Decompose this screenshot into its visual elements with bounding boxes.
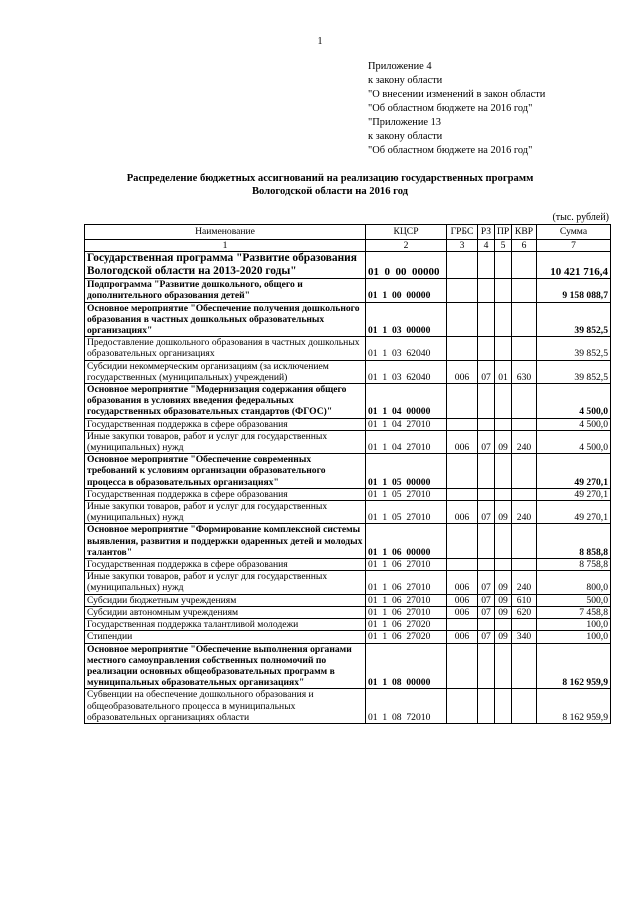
row-kvr (512, 384, 537, 419)
table-row (85, 631, 611, 643)
table-row (85, 430, 611, 453)
row-sum: 49 270,1 (537, 501, 611, 524)
table-body (85, 252, 611, 724)
table-row (85, 360, 611, 383)
row-name: Основное мероприятие "Обеспечение выполнения органами местного самоуправления собственных полномочий по реализации основных общеобразовательных программ в муниципальных образовательных организациях" (85, 643, 366, 689)
row-kcsr: 01 1 06 27010 (366, 606, 447, 618)
row-kvr: 610 (512, 594, 537, 606)
row-rz: 07 (478, 594, 495, 606)
row-sum: 39 852,5 (537, 302, 611, 337)
row-grbs (447, 488, 478, 500)
column-number: 2 (366, 240, 447, 252)
row-sum: 10 421 716,4 (537, 252, 611, 279)
table-row (85, 559, 611, 571)
row-pr: 09 (495, 501, 512, 524)
row-kcsr: 01 1 06 27020 (366, 631, 447, 643)
row-rz (478, 337, 495, 360)
header-kcsr: КЦСР (366, 225, 447, 240)
row-kcsr: 01 1 04 27010 (366, 418, 447, 430)
page-number: 1 (317, 36, 323, 47)
row-name: Государственная поддержка талантливой молодежи (85, 619, 366, 631)
header-name: Наименование (85, 225, 366, 240)
row-pr: 09 (495, 571, 512, 594)
row-rz (478, 488, 495, 500)
column-number-row (85, 240, 611, 252)
header-pr: ПР (495, 225, 512, 240)
row-grbs (447, 559, 478, 571)
row-pr (495, 302, 512, 337)
table-row (85, 619, 611, 631)
row-kcsr: 01 1 06 27010 (366, 559, 447, 571)
row-sum: 49 270,1 (537, 454, 611, 489)
column-number: 6 (512, 240, 537, 252)
row-grbs (447, 302, 478, 337)
title-line-2: Вологодской области на 2016 год (251, 186, 409, 197)
document-title (60, 172, 600, 198)
row-kcsr: 01 1 03 62040 (366, 360, 447, 383)
row-kcsr: 01 1 06 27010 (366, 594, 447, 606)
row-name: Стипендии (85, 631, 366, 643)
units-label: (тыс. рублей) (552, 212, 609, 223)
row-rz: 07 (478, 360, 495, 383)
row-pr (495, 559, 512, 571)
row-name: Субсидии бюджетным учреждениям (85, 594, 366, 606)
column-number: 3 (447, 240, 478, 252)
row-kvr (512, 279, 537, 302)
row-name: Иные закупки товаров, работ и услуг для государственных (муниципальных) нужд (85, 430, 366, 453)
row-pr (495, 524, 512, 559)
appendix-line: к закону области (368, 131, 443, 142)
row-sum: 8 858,8 (537, 524, 611, 559)
row-sum: 100,0 (537, 631, 611, 643)
row-kvr (512, 643, 537, 689)
row-pr (495, 619, 512, 631)
table-row (85, 643, 611, 689)
row-grbs: 006 (447, 501, 478, 524)
row-pr: 09 (495, 594, 512, 606)
row-rz: 07 (478, 501, 495, 524)
row-kcsr: 01 1 05 27010 (366, 501, 447, 524)
row-name: Государственная поддержка в сфере образования (85, 488, 366, 500)
row-kvr (512, 619, 537, 631)
row-name: Государственная поддержка в сфере образования (85, 418, 366, 430)
row-name: Основное мероприятие "Формирование комплексной системы выявления, развития и поддержки одаренных детей и молодых талантов" (85, 524, 366, 559)
row-sum: 800,0 (537, 571, 611, 594)
row-rz (478, 384, 495, 419)
row-kvr (512, 689, 537, 724)
row-rz (478, 454, 495, 489)
row-sum: 39 852,5 (537, 337, 611, 360)
row-sum: 39 852,5 (537, 360, 611, 383)
row-kcsr: 01 1 05 27010 (366, 488, 447, 500)
header-grbs: ГРБС (447, 225, 478, 240)
row-kcsr: 01 1 06 00000 (366, 524, 447, 559)
row-kcsr: 01 1 06 27010 (366, 571, 447, 594)
row-name: Субсидии некоммерческим организациям (за исключением государственных (муниципальных) учреждений) (85, 360, 366, 383)
row-grbs (447, 337, 478, 360)
row-kcsr: 01 1 03 62040 (366, 337, 447, 360)
appendix-line: к закону области (368, 75, 443, 86)
row-kcsr: 01 1 00 00000 (366, 279, 447, 302)
row-pr (495, 418, 512, 430)
row-name: Основное мероприятие "Модернизация содержания общего образования в условиях введения федеральных государственных образовательных стандартов (ФГОС)" (85, 384, 366, 419)
row-kvr (512, 524, 537, 559)
row-pr: 09 (495, 631, 512, 643)
row-sum: 4 500,0 (537, 418, 611, 430)
row-sum: 8 162 959,9 (537, 689, 611, 724)
row-sum: 500,0 (537, 594, 611, 606)
table-row (85, 488, 611, 500)
table-row (85, 418, 611, 430)
appendix-line: Приложение 4 (368, 61, 432, 72)
row-rz (478, 418, 495, 430)
row-rz (478, 302, 495, 337)
row-sum: 8 162 959,9 (537, 643, 611, 689)
appendix-line: "О внесении изменений в закон области (368, 89, 546, 100)
row-kcsr: 01 1 03 00000 (366, 302, 447, 337)
row-kcsr: 01 0 00 00000 (366, 252, 447, 279)
row-kvr (512, 418, 537, 430)
row-grbs (447, 279, 478, 302)
row-grbs (447, 252, 478, 279)
row-rz: 07 (478, 430, 495, 453)
row-grbs: 006 (447, 631, 478, 643)
table-row (85, 384, 611, 419)
column-number: 1 (85, 240, 366, 252)
row-kvr (512, 454, 537, 489)
row-grbs (447, 384, 478, 419)
header-rz: РЗ (478, 225, 495, 240)
row-kvr: 240 (512, 571, 537, 594)
header-row (85, 225, 611, 240)
row-rz (478, 279, 495, 302)
table-row (85, 594, 611, 606)
row-pr (495, 488, 512, 500)
row-grbs (447, 619, 478, 631)
row-rz (478, 689, 495, 724)
row-name: Основное мероприятие "Обеспечение современных требований к условиям организации образовательного процесса в образовательных организациях" (85, 454, 366, 489)
row-grbs: 006 (447, 571, 478, 594)
row-name: Государственная программа "Развитие образования Вологодской области на 2013-2020 годы" (85, 252, 366, 279)
row-pr (495, 337, 512, 360)
row-pr (495, 689, 512, 724)
row-grbs (447, 643, 478, 689)
row-sum: 49 270,1 (537, 488, 611, 500)
column-number: 5 (495, 240, 512, 252)
row-kvr: 340 (512, 631, 537, 643)
table-row (85, 606, 611, 618)
row-kvr (512, 252, 537, 279)
table-row (85, 524, 611, 559)
row-grbs (447, 418, 478, 430)
budget-table (84, 224, 611, 724)
row-grbs: 006 (447, 606, 478, 618)
table-row (85, 252, 611, 279)
row-kcsr: 01 1 06 27020 (366, 619, 447, 631)
row-name: Иные закупки товаров, работ и услуг для государственных (муниципальных) нужд (85, 571, 366, 594)
row-sum: 9 158 088,7 (537, 279, 611, 302)
table-row (85, 454, 611, 489)
row-sum: 7 458,8 (537, 606, 611, 618)
row-sum: 4 500,0 (537, 430, 611, 453)
row-kvr (512, 488, 537, 500)
row-name: Основное мероприятие "Обеспечение получения дошкольного образования в частных дошкольных образовательных организациях" (85, 302, 366, 337)
row-pr (495, 384, 512, 419)
appendix-line: "Об областном бюджете на 2016 год" (368, 145, 533, 156)
row-kvr: 240 (512, 430, 537, 453)
header-kvr: КВР (512, 225, 537, 240)
row-grbs: 006 (447, 594, 478, 606)
row-rz (478, 559, 495, 571)
row-rz: 07 (478, 571, 495, 594)
row-kcsr: 01 1 04 00000 (366, 384, 447, 419)
title-line-1: Распределение бюджетных ассигнований на реализацию государственных программ (126, 173, 534, 184)
row-kvr: 240 (512, 501, 537, 524)
header-sum: Сумма (537, 225, 611, 240)
row-rz (478, 524, 495, 559)
row-name: Предоставление дошкольного образования в частных дошкольных образовательных организациях (85, 337, 366, 360)
row-kcsr: 01 1 04 27010 (366, 430, 447, 453)
row-name: Подпрограмма "Развитие дошкольного, общего и дополнительного образования детей" (85, 279, 366, 302)
row-name: Государственная поддержка в сфере образования (85, 559, 366, 571)
row-grbs (447, 524, 478, 559)
row-pr (495, 252, 512, 279)
row-sum: 8 758,8 (537, 559, 611, 571)
row-grbs: 006 (447, 360, 478, 383)
table-row (85, 279, 611, 302)
row-grbs: 006 (447, 430, 478, 453)
row-kvr (512, 337, 537, 360)
table-row (85, 302, 611, 337)
row-kvr (512, 302, 537, 337)
row-pr (495, 643, 512, 689)
column-number: 4 (478, 240, 495, 252)
row-pr: 01 (495, 360, 512, 383)
row-pr (495, 454, 512, 489)
row-kvr: 630 (512, 360, 537, 383)
appendix-line: "Об областном бюджете на 2016 год" (368, 103, 533, 114)
row-rz: 07 (478, 631, 495, 643)
appendix-line: "Приложение 13 (368, 117, 441, 128)
row-pr: 09 (495, 430, 512, 453)
row-rz (478, 252, 495, 279)
table-row (85, 571, 611, 594)
table-row (85, 501, 611, 524)
row-pr (495, 279, 512, 302)
row-sum: 100,0 (537, 619, 611, 631)
row-sum: 4 500,0 (537, 384, 611, 419)
appendix-header (368, 60, 545, 158)
row-kvr (512, 559, 537, 571)
row-pr: 09 (495, 606, 512, 618)
row-rz (478, 619, 495, 631)
row-rz: 07 (478, 606, 495, 618)
row-kvr: 620 (512, 606, 537, 618)
column-number: 7 (537, 240, 611, 252)
row-name: Иные закупки товаров, работ и услуг для государственных (муниципальных) нужд (85, 501, 366, 524)
row-kcsr: 01 1 08 00000 (366, 643, 447, 689)
row-name: Субвенции на обеспечение дошкольного образования и общеобразовательного процесса в муниципальных образовательных организациях области (85, 689, 366, 724)
row-grbs (447, 454, 478, 489)
row-grbs (447, 689, 478, 724)
table-row (85, 689, 611, 724)
row-rz (478, 643, 495, 689)
table-row (85, 337, 611, 360)
row-kcsr: 01 1 05 00000 (366, 454, 447, 489)
row-kcsr: 01 1 08 72010 (366, 689, 447, 724)
row-name: Субсидии автономным учреждениям (85, 606, 366, 618)
